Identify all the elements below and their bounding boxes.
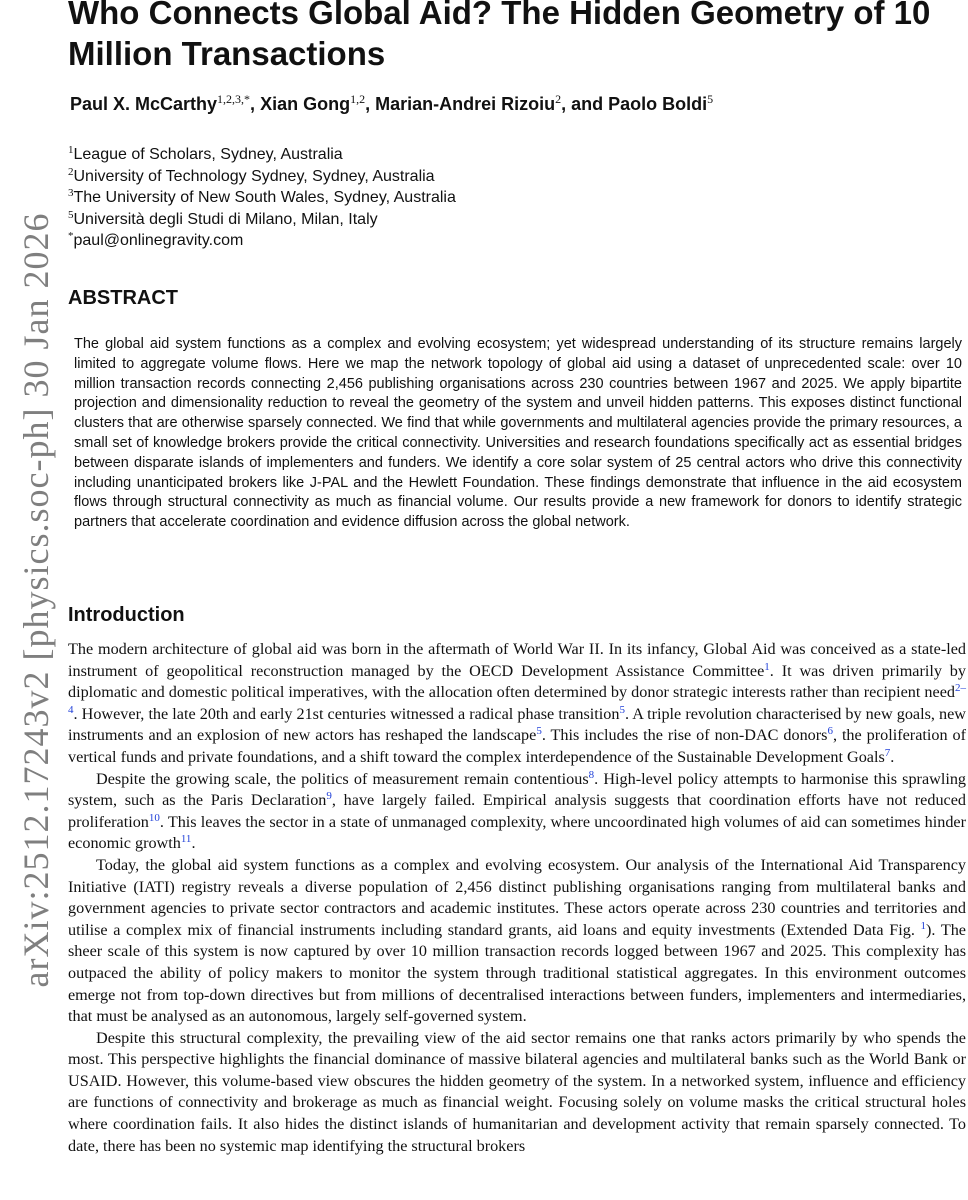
citation-link[interactable]: 11 bbox=[180, 833, 192, 846]
introduction-heading: Introduction bbox=[68, 604, 185, 626]
introduction-body bbox=[68, 639, 966, 1157]
paragraph-text: . This includes the rise of non-DAC donors bbox=[541, 726, 828, 745]
affiliation-list bbox=[68, 144, 456, 252]
author-name: Paul X. McCarthy bbox=[70, 94, 218, 114]
affiliation-text: The University of New South Wales, Sydney, Australia bbox=[73, 189, 456, 206]
paragraph-text: The modern architecture of global aid was born in the aftermath of World War II. In its infancy, Global Aid was conceived as a state-led instrument of geopolitical reconstruction managed by the OECD Development Assistance Committee bbox=[68, 640, 966, 680]
paragraph-text: Despite this structural complexity, the prevailing view of the aid sector remains one that ranks actors primarily by who spends the most. This perspective highlights the financial dominance of massive bilateral agencies and multilateral banks such as the World Bank or USAID. However, this volume-based view obscures the hidden geometry of the system. In a networked system, influence and efficiency are functions of connectivity and brokerage as much as financial weight. Focusing solely on volume masks the critical structural holes where coordination fails. It also hides the distinct islands of humanitarian and development activity that remain sparsely connected. To date, there has been no systemic map identifying the structural brokers bbox=[68, 1028, 966, 1155]
arxiv-identifier-stamp: arXiv:2512.17243v2 [physics.soc-ph] 30 Jan 2026 bbox=[16, 212, 56, 988]
affiliation-text: paul@onlinegravity.com bbox=[73, 232, 244, 249]
affiliation-mark: * bbox=[68, 230, 74, 242]
citation-link[interactable]: 1 bbox=[920, 919, 927, 932]
author-affiliation-marks: 1,2 bbox=[350, 92, 366, 106]
citation-link[interactable]: 2–4 bbox=[68, 682, 966, 716]
author-separator: , bbox=[250, 94, 261, 114]
author-affiliation-marks: 5 bbox=[707, 92, 714, 106]
author-separator: , bbox=[365, 94, 376, 114]
author-name: Paolo Boldi bbox=[608, 94, 708, 114]
paragraph-text: . bbox=[191, 834, 196, 853]
affiliation-item bbox=[68, 209, 456, 231]
paragraph-text: , have largely failed. Empirical analysis suggests that coordination efforts have not reduced proliferation bbox=[68, 791, 966, 831]
citation-link[interactable]: 6 bbox=[827, 725, 833, 738]
abstract-body: The global aid system functions as a complex and evolving ecosystem; yet widespread understanding of its structure remains largely limited to aggregate volume flows. Here we map the network topology of global aid using a dataset of unprecedented scale: over 10 million transaction records connecting 2,456 publishing organisations across 230 countries between 1967 and 2025. We apply bipartite projection and dimensionality reduction to reveal the geometry of the system and unveil hidden patterns. This exposes distinct functional clusters that are otherwise sparsely connected. We find that while governments and multilateral agencies provide the primary resources, a small set of knowledge brokers provide the critical connectivity. Universities and research foundations specifically act as essential bridges between disparate islands of implementers and funders. We identify a core solar system of 25 central actors who drive this connectivity including unanticipated brokers like J-PAL and the Hewlett Foundation. These findings demonstrate that influence in the aid ecosystem flows through structural connectivity as much as financial volume. Our results provide a new framework for donors to identify strategic partners that accelerate coordination and evidence diffusion across the global network. bbox=[74, 336, 962, 531]
introduction-paragraph bbox=[68, 639, 966, 769]
citation-link[interactable]: 5 bbox=[619, 703, 625, 716]
affiliation-mark: 1 bbox=[68, 144, 74, 156]
affiliation-item bbox=[68, 144, 456, 166]
paragraph-text: Despite the growing scale, the politics of measurement remain contentious bbox=[96, 769, 589, 788]
paragraph-text: . bbox=[890, 747, 895, 766]
paragraph-text: . A triple revolution characterised by new goals, new instruments and an explosion of new actors has reshaped the landscape bbox=[68, 704, 966, 745]
author-name: Marian-Andrei Rizoiu bbox=[375, 94, 556, 114]
author-name: Xian Gong bbox=[260, 94, 351, 114]
citation-link[interactable]: 1 bbox=[764, 660, 770, 673]
affiliation-mark: 2 bbox=[68, 165, 74, 178]
citation-link[interactable]: 5 bbox=[536, 725, 542, 738]
citation-link[interactable]: 7 bbox=[884, 746, 891, 759]
affiliation-text: Università degli Studi di Milano, Milan, Italy bbox=[73, 210, 378, 228]
paragraph-text: Today, the global aid system functions as a complex and evolving ecosystem. Our analysis of the International Aid Transparency Initiative (IATI) registry reveals a diverse population of 2,456 distinct publishing organisations ranging from multilateral banks and government agencies to private sector contractors and academic institutes. These actors operate across 230 countries and territories and utilise a complex mix of financial instruments including standard grants, aid loans and equity investments (Extended Data Fig. bbox=[68, 855, 966, 939]
affiliation-item bbox=[68, 166, 456, 188]
paragraph-text: . It was driven primarily by diplomatic and domestic political imperatives, with the allocation often determined by donor strategic interests rather than recipient need bbox=[68, 661, 966, 702]
citation-link[interactable]: 9 bbox=[326, 790, 332, 803]
affiliation-item bbox=[68, 187, 456, 209]
paper-title: Who Connects Global Aid? The Hidden Geometry of 10 Million Transactions bbox=[68, 0, 931, 72]
introduction-paragraph bbox=[68, 769, 966, 855]
affiliation-mark: 3 bbox=[68, 187, 74, 199]
paragraph-text: . This leaves the sector in a state of unmanaged complexity, where uncoordinated high volumes of aid can sometimes hinder economic growth bbox=[68, 812, 966, 853]
paragraph-text: ). The sheer scale of this system is now captured by over 10 million transaction records logged between 1967 and 2025. This complexity has outpaced the ability of policy makers to monitor the system through traditional statistical aggregates. In this environment outcomes emerge not from top-down directives but from millions of decentralised interactions between funders, implementers and intermediaries, that must be analysed as an autonomous, largely self-governed system. bbox=[68, 920, 966, 1026]
citation-link[interactable]: 8 bbox=[588, 768, 595, 781]
abstract-heading: ABSTRACT bbox=[68, 287, 178, 309]
paragraph-text: . High-level policy attempts to harmonise this sprawling system, such as the Paris Declaration bbox=[68, 769, 967, 810]
introduction-paragraph bbox=[68, 855, 966, 1028]
affiliation-mark: 5 bbox=[68, 208, 74, 221]
author-list bbox=[70, 92, 968, 116]
paragraph-text: . However, the late 20th and early 21st centuries witnessed a radical phase transition bbox=[73, 704, 620, 723]
introduction-paragraph bbox=[68, 1028, 966, 1158]
author-affiliation-marks: 2 bbox=[555, 92, 562, 106]
affiliation-text: University of Technology Sydney, Sydney, Australia bbox=[73, 167, 435, 185]
affiliation-item bbox=[68, 230, 456, 252]
author-separator: , and bbox=[561, 94, 609, 114]
citation-link[interactable]: 10 bbox=[148, 811, 160, 824]
affiliation-text: League of Scholars, Sydney, Australia bbox=[73, 146, 343, 163]
paragraph-text: , the proliferation of vertical funds and private foundations, and a shift toward the complex interdependence of the Sustainable Development Goals bbox=[68, 726, 966, 766]
author-affiliation-marks: 1,2,3,* bbox=[217, 92, 251, 106]
